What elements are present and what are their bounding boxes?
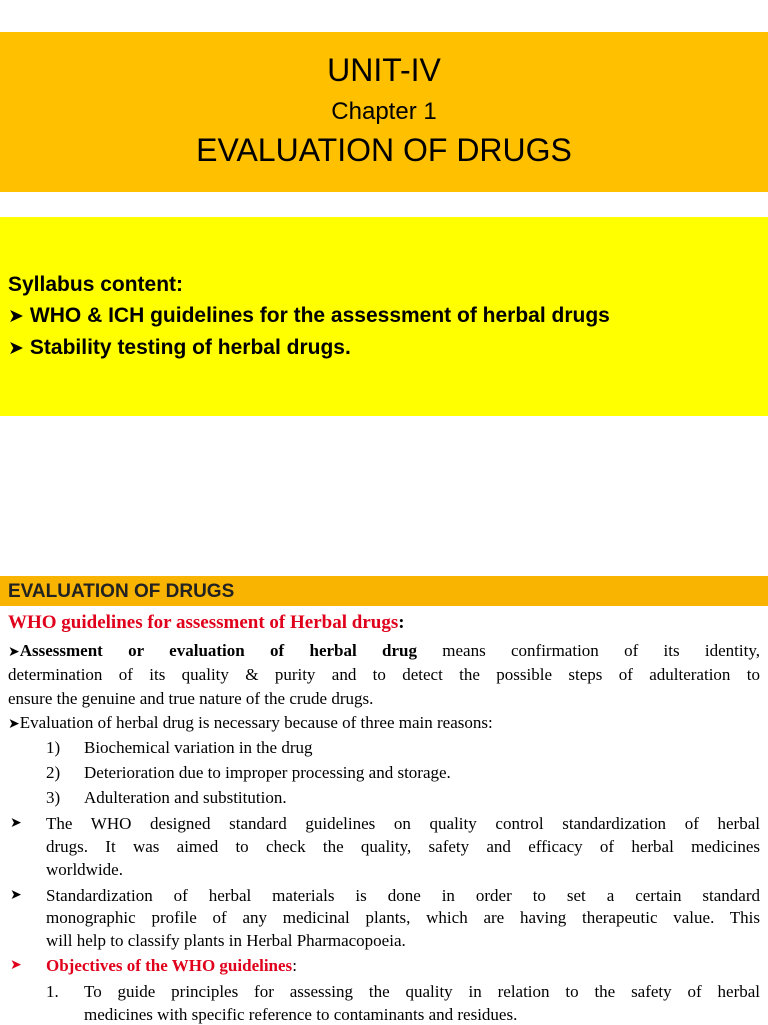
chapter-subtitle: Chapter 1 <box>331 98 437 125</box>
who-guidelines-heading: WHO guidelines for assessment of Herbal drugs: <box>8 612 405 633</box>
arrowhead-bullet-icon: ➤ <box>8 716 20 732</box>
syllabus-item-text: Stability testing of herbal drugs. <box>29 336 351 359</box>
paragraph-line: ➤Evaluation of herbal drug is necessary because of three main reasons: <box>8 713 493 732</box>
arrowhead-bullet-icon: ➤ <box>10 887 22 903</box>
arrowhead-bullet-icon: ➤ <box>8 644 20 660</box>
arrowhead-bullet-icon: ➤ <box>8 305 24 327</box>
arrowhead-bullet-icon: ➤ <box>10 957 22 973</box>
unit-title: UNIT-IV <box>327 52 441 88</box>
page-title: EVALUATION OF DRUGS <box>196 132 572 168</box>
syllabus-box <box>0 217 768 416</box>
section-title: EVALUATION OF DRUGS <box>8 581 235 602</box>
syllabus-item <box>8 304 610 328</box>
paragraph-line: ensure the genuine and true nature of the crude drugs. <box>8 689 374 708</box>
paragraph-line: ➤Assessment or evaluation of herbal drug means confirmation of its identity, <box>8 641 760 660</box>
section-header <box>0 576 768 606</box>
syllabus-heading: Syllabus content: <box>8 273 184 296</box>
syllabus-item <box>8 336 351 360</box>
title-banner <box>0 32 768 192</box>
syllabus-item-text: WHO & ICH guidelines for the assessment of herbal drugs <box>29 304 610 327</box>
arrowhead-bullet-icon: ➤ <box>10 815 22 831</box>
arrowhead-bullet-icon: ➤ <box>8 337 24 359</box>
paragraph-line: determination of its quality & purity and to detect the possible steps of adulteration to <box>8 665 760 684</box>
